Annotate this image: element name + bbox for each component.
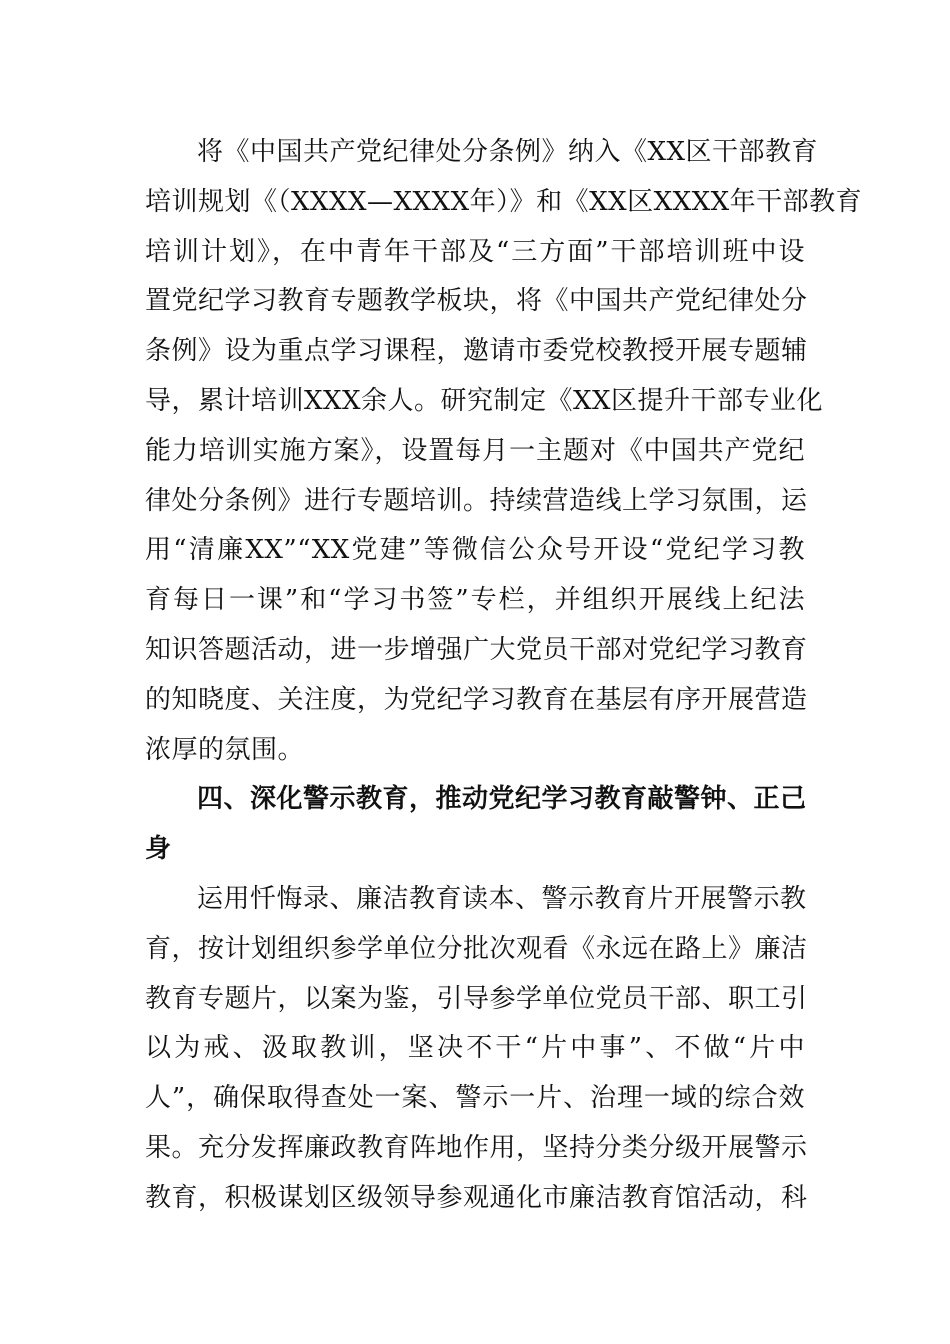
text-line: 人”，确保取得查处一案、警示一片、治理一域的综合效 [145,1083,805,1114]
text-line: 将《中国共产党纪律处分条例》纳入《XX区干部教育 [197,137,819,167]
text-line: 导，累计培训XXX余人。研究制定《XX区提升干部专业化 [145,385,824,416]
text-line: 浓厚的氛围。 [145,734,305,765]
text-line: 知识答题活动，进一步增强广大党员干部对党纪学习教育 [145,634,808,665]
text-line: 能力培训实施方案》，设置每月一主题对《中国共产党纪 [145,435,805,466]
text-line: 以为戒、汲取教训，坚决不干“片中事”、不做“片中 [145,1033,805,1064]
heading-line: 身 [145,834,172,865]
section-heading [145,775,805,875]
text-line: 律处分条例》进行专题培训。持续营造线上学习氛围，运 [145,485,808,516]
text-line: 用“清廉XX”“XX党建”等微信公众号开设“党纪学习教 [145,535,805,566]
text-line: 置党纪学习教育专题教学板块，将《中国共产党纪律处分 [145,286,808,317]
text-line: 的知晓度、关注度，为党纪学习教育在基层有序开展营造 [145,684,808,715]
text-line: 教育，积极谋划区级领导参观通化市廉洁教育馆活动，科 [145,1182,808,1213]
text-line: 培训规划《（XXXX—XXXX年）》和《XX区XXXX年干部教育 [145,186,863,217]
text-line: 运用忏悔录、廉洁教育读本、警示教育片开展警示教 [197,883,807,914]
document-page [145,128,863,1224]
paragraph-training [145,128,863,775]
text-line: 培训计划》，在中青年干部及“三方面”干部培训班中设 [145,236,805,267]
text-line: 育每日一课”和“学习书签”专栏，并组织开展线上纪法 [145,585,805,616]
text-line: 教育专题片，以案为鉴，引导参学单位党员干部、职工引 [145,983,808,1014]
text-line: 条例》设为重点学习课程，邀请市委党校教授开展专题辅 [145,336,808,367]
text-line: 果。充分发挥廉政教育阵地作用，坚持分类分级开展警示 [145,1132,808,1163]
paragraph-warning-education [145,875,808,1224]
heading-line: 四、深化警示教育，推动党纪学习教育敲警钟、正己 [197,784,807,815]
text-line: 育，按计划组织参学单位分批次观看《永远在路上》廉洁 [145,933,808,964]
